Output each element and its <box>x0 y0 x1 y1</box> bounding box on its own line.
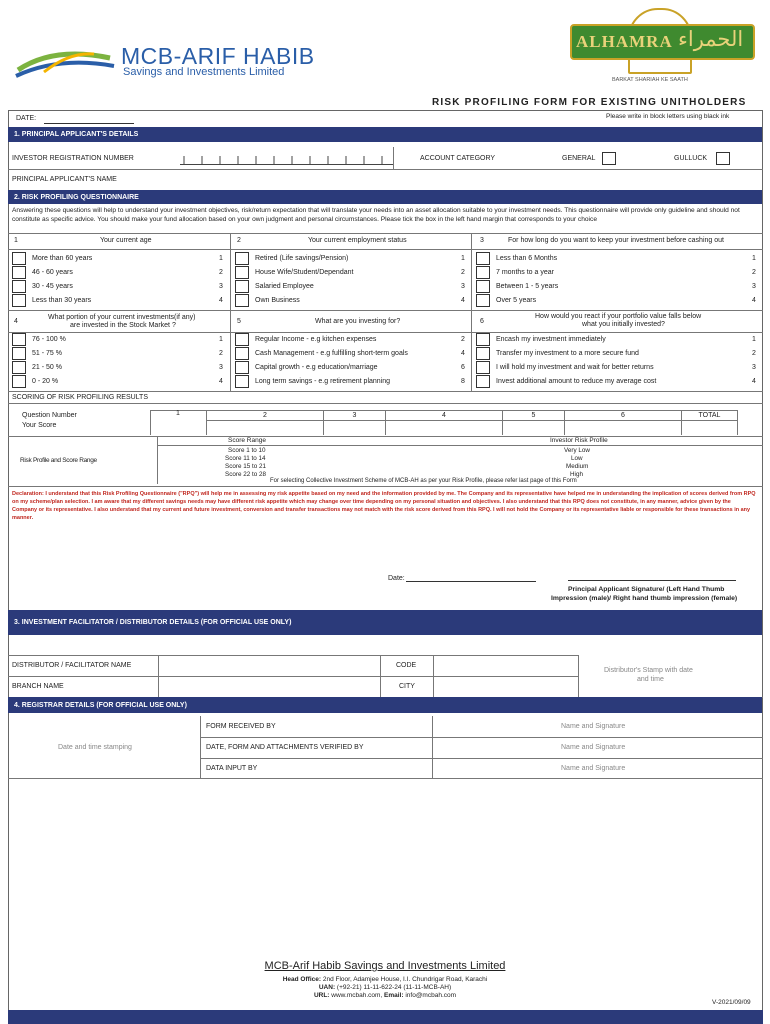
score-col-label: 3 <box>352 412 357 419</box>
q4-option-checkbox[interactable] <box>12 375 26 388</box>
s3-col-line <box>578 655 579 697</box>
q1-option-score: 1 <box>219 255 223 262</box>
score-col-label: 5 <box>531 412 536 419</box>
general-label: GENERAL <box>562 155 596 162</box>
q6-option-label: I will hold my investment and wait for better returns <box>496 364 654 371</box>
verified-by-label: DATE, FORM AND ATTACHMENTS VERIFIED BY <box>206 744 364 751</box>
q3-option-label: Less than 6 Months <box>496 255 558 262</box>
account-category-label: ACCOUNT CATEGORY <box>420 155 496 162</box>
q4-option-checkbox[interactable] <box>12 347 26 360</box>
range-row-line <box>157 445 763 446</box>
q4-option-checkbox[interactable] <box>12 333 26 346</box>
form-received-label: FORM RECEIVED BY <box>206 723 276 730</box>
q1-option-checkbox[interactable] <box>12 294 26 307</box>
q2-option-score: 1 <box>461 255 465 262</box>
date-time-stamping-label: Date and time stamping <box>58 744 132 751</box>
q2-option-checkbox[interactable] <box>235 280 249 293</box>
q1-option-checkbox[interactable] <box>12 252 26 265</box>
name-signature-placeholder[interactable]: Name and Signature <box>561 744 626 751</box>
range-table-top <box>8 436 763 437</box>
footer-url-label: URL: <box>313 992 330 999</box>
s4-row-line <box>8 778 763 779</box>
q-div <box>471 233 472 391</box>
q3-number: 3 <box>480 237 484 244</box>
q3-option-checkbox[interactable] <box>476 294 490 307</box>
s4-col-line <box>432 716 433 778</box>
q5-option-checkbox[interactable] <box>235 347 249 360</box>
section2-bar <box>8 190 762 204</box>
q1-option-label: Less than 30 years <box>32 297 92 304</box>
footer-bar <box>8 1010 763 1024</box>
score-col-total[interactable] <box>682 410 738 435</box>
q1-option-score: 2 <box>219 269 223 276</box>
q6-option-checkbox[interactable] <box>476 375 490 388</box>
score-col-label: 1 <box>176 410 180 417</box>
q6-option-label: Encash my investment immediately <box>496 336 606 343</box>
footer-email-label: Email: <box>384 992 404 999</box>
q5-number: 5 <box>237 318 241 325</box>
range-note: For selecting Collective Investment Scheme of MCB-AH as per your Risk Profile, please refer last page of this Form <box>270 478 577 484</box>
q2-option-score: 2 <box>461 269 465 276</box>
q5-option-label: Capital growth - e.g education/marriage <box>255 364 378 371</box>
footer-head-office-label: Head Office: <box>282 976 322 983</box>
section1-bar <box>8 127 762 142</box>
code-field[interactable] <box>434 656 578 676</box>
risk-profile-label: Risk Profile and Score Range <box>20 457 97 464</box>
score-range-cell: Score 22 to 28 <box>225 471 266 478</box>
q4-option-score: 4 <box>219 378 223 385</box>
brand-subtitle: Savings and Investments Limited <box>123 66 285 78</box>
q4-option-checkbox[interactable] <box>12 361 26 374</box>
form-border <box>8 110 763 1022</box>
risk-profile-cell: Low <box>571 455 583 462</box>
score-range-cell: Score 1 to 10 <box>228 447 266 454</box>
q6-title-line2: what you initially invested? <box>582 321 665 328</box>
score-col-label: TOTAL <box>698 412 721 419</box>
distributor-name-field[interactable] <box>159 656 380 676</box>
q4-option-label: 21 - 50 % <box>32 364 62 371</box>
q1-option-checkbox[interactable] <box>12 280 26 293</box>
form-title: RISK PROFILING FORM FOR EXISTING UNITHOLDERS <box>432 97 747 108</box>
risk-profile-cell: Medium <box>566 463 589 470</box>
s4-row-line <box>200 737 763 738</box>
q4-option-score: 1 <box>219 336 223 343</box>
code-label: CODE <box>396 662 417 669</box>
q-header-bottom <box>8 249 763 250</box>
q4-option-label: 0 - 20 % <box>32 378 59 385</box>
q5-option-checkbox[interactable] <box>235 333 249 346</box>
q-header-top <box>8 233 763 234</box>
section1-title: 1. PRINCIPAL APPLICANT'S DETAILS <box>14 131 139 138</box>
digit-ticks-icon <box>180 150 394 165</box>
q3-option-checkbox[interactable] <box>476 252 490 265</box>
q5-option-checkbox[interactable] <box>235 375 249 388</box>
s3-col-line <box>380 655 381 697</box>
q3-option-label: 7 months to a year <box>496 269 554 276</box>
q3-option-score: 4 <box>752 297 756 304</box>
q5-option-label: Cash Management - e.g fulfilling short-term goals <box>255 350 408 357</box>
q2-option-label: Own Business <box>255 297 300 304</box>
q5-option-label: Long term savings - e.g retirement planning <box>255 378 391 385</box>
q6-option-label: Transfer my investment to a more secure fund <box>496 350 639 357</box>
q1-option-checkbox[interactable] <box>12 266 26 279</box>
s4-row-line <box>200 758 763 759</box>
q6-option-label: Invest additional amount to reduce my average cost <box>496 378 657 385</box>
footer-head-office <box>0 976 770 983</box>
q2-option-score: 4 <box>461 297 465 304</box>
score-col-5[interactable] <box>503 410 565 435</box>
distributor-label: DISTRIBUTOR / FACILITATOR NAME <box>12 662 132 669</box>
q2-option-score: 3 <box>461 283 465 290</box>
principal-name-field[interactable] <box>140 171 760 188</box>
gulluck-label: GULLUCK <box>674 155 708 162</box>
q3-option-label: Between 1 - 5 years <box>496 283 559 290</box>
footer-uan-label: UAN: <box>318 984 336 991</box>
q6-option-score: 3 <box>752 364 756 371</box>
q1-option-label: More than 60 years <box>32 255 93 262</box>
score-col-1[interactable] <box>150 410 207 435</box>
instruction: Please write in block letters using black ink <box>606 113 730 120</box>
questionnaire-intro: Answering these questions will help to understand your investment objectives, risk/return expectation that will translate your needs into an asset allocation suitable to your investment needs. This questionnaire will provide only guideline and should not constitute as specific advice. You should make your fund allocation based on your own judgment and personal circumstances. Please tick the box in the left hand margin that corresponds to your choice <box>12 207 740 223</box>
q3-option-checkbox[interactable] <box>476 280 490 293</box>
brand-name: MCB-ARIF HABIB <box>121 43 315 69</box>
branch-label: BRANCH NAME <box>12 683 64 690</box>
score-range-cell: Score 15 to 21 <box>225 463 266 470</box>
score-col-label: 2 <box>263 412 267 419</box>
q3-option-score: 2 <box>752 269 756 276</box>
gulluck-checkbox[interactable] <box>716 152 730 165</box>
q6-option-score: 1 <box>752 336 756 343</box>
investor-reg-field[interactable] <box>180 150 394 165</box>
name-signature-placeholder[interactable]: Name and Signature <box>561 765 626 772</box>
alhamra-arabic: الحمراء <box>678 27 744 51</box>
q1-number: 1 <box>14 237 18 244</box>
signature-label-line1: Principal Applicant Signature/ (Left Hand Thumb <box>568 586 725 593</box>
q3-option-label: Over 5 years <box>496 297 537 304</box>
q6-option-checkbox[interactable] <box>476 347 490 360</box>
q4-title-line2: are invested in the Stock Market ? <box>70 322 176 329</box>
q1-title: Your current age <box>100 237 152 244</box>
alhamra-tagline: BARKAT SHARIAH KE SAATH <box>612 77 688 83</box>
q5-option-score: 2 <box>461 336 465 343</box>
q6-number: 6 <box>480 318 484 325</box>
your-score-label: Your Score <box>22 422 57 429</box>
section3-title: 3. INVESTMENT FACILITATOR / DISTRIBUTOR DETAILS (FOR OFFICIAL USE ONLY) <box>14 619 292 626</box>
q2-option-label: Salaried Employee <box>255 283 314 290</box>
scoring-divider <box>8 403 763 404</box>
branch-name-field[interactable] <box>159 677 380 697</box>
q4-number: 4 <box>14 318 18 325</box>
section2-title: 2. RISK PROFILING QUESTIONNAIRE <box>14 193 139 201</box>
q4-option-label: 76 - 100 % <box>32 336 66 343</box>
scoring-title: SCORING OF RISK PROFILING RESULTS <box>12 394 149 401</box>
name-signature-placeholder[interactable]: Name and Signature <box>561 723 626 730</box>
investor-profile-header: Investor Risk Profile <box>550 437 608 444</box>
investor-reg-label: INVESTOR REGISTRATION NUMBER <box>12 155 134 162</box>
alhamra-text: ALHAMRA <box>576 32 673 51</box>
q1-option-score: 3 <box>219 283 223 290</box>
q4-option-score: 2 <box>219 350 223 357</box>
section4-bar <box>8 697 762 713</box>
stamp-label-line1: Distributor's Stamp with date <box>604 667 693 674</box>
city-label: CITY <box>399 683 415 690</box>
data-input-label: DATA INPUT BY <box>206 765 258 772</box>
general-checkbox[interactable] <box>602 152 616 165</box>
q-header-top <box>8 310 763 311</box>
q5-option-score: 8 <box>461 378 465 385</box>
q5-option-score: 4 <box>461 350 465 357</box>
city-field[interactable] <box>434 677 578 697</box>
q2-option-checkbox[interactable] <box>235 294 249 307</box>
section3-bar <box>8 610 762 635</box>
q1-option-label: 30 - 45 years <box>32 283 73 290</box>
q4-option-score: 3 <box>219 364 223 371</box>
risk-profile-cell: High <box>570 471 583 478</box>
q-div <box>230 233 231 391</box>
signature-label-line2: Impression (male)/ Right hand thumb impression (female) <box>551 595 738 602</box>
range-table-bottom <box>8 486 763 487</box>
footer-uan-text: (+92-21) 11-11-622-24 (11-11-MCB-AH) <box>335 984 452 991</box>
q4-option-label: 51 - 75 % <box>32 350 62 357</box>
footer-company: MCB-Arif Habib Savings and Investments Limited <box>264 960 506 972</box>
q6-option-checkbox[interactable] <box>476 333 490 346</box>
q5-option-checkbox[interactable] <box>235 361 249 374</box>
q3-title: For how long do you want to keep your investment before cashing out <box>508 237 724 244</box>
footer-email[interactable]: info@mcbah.com <box>403 992 457 999</box>
q5-option-label: Regular Income - e.g kitchen expenses <box>255 336 377 343</box>
score-col-label: 6 <box>621 412 625 419</box>
range-table-div <box>157 436 158 484</box>
score-col-4[interactable] <box>386 410 503 435</box>
s1-row-divider <box>8 169 763 170</box>
question-number-label: Question Number <box>22 412 77 419</box>
q2-option-label: House Wife/Student/Dependant <box>255 269 354 276</box>
q6-title-line1: How would you react if your portfolio value falls below <box>535 313 702 320</box>
score-range-header: Score Range <box>228 437 266 444</box>
q5-title: What are you investing for? <box>315 318 401 325</box>
alhamra-logo <box>570 8 755 78</box>
q6-option-checkbox[interactable] <box>476 361 490 374</box>
q1-option-label: 46 - 60 years <box>32 269 73 276</box>
signature-line[interactable] <box>568 580 736 581</box>
logo-arcs-icon <box>14 42 118 82</box>
signature-date-line[interactable] <box>406 581 536 582</box>
score-col-3[interactable] <box>324 410 386 435</box>
q6-option-score: 4 <box>752 378 756 385</box>
q-header-bottom <box>8 332 763 333</box>
q3-option-score: 3 <box>752 283 756 290</box>
mcb-logo <box>14 42 118 82</box>
scoring-divider <box>8 391 763 392</box>
section4-title: 4. REGISTRAR DETAILS (FOR OFFICIAL USE ONLY) <box>14 701 187 709</box>
date-label: DATE: <box>16 115 37 122</box>
q2-number: 2 <box>237 237 241 244</box>
s4-col-line <box>200 716 201 778</box>
score-col-6[interactable] <box>565 410 682 435</box>
q2-option-checkbox[interactable] <box>235 252 249 265</box>
signature-date-label: Date: <box>388 575 405 582</box>
q3-option-checkbox[interactable] <box>476 266 490 279</box>
q2-title: Your current employment status <box>308 237 407 244</box>
footer-contact <box>0 992 770 999</box>
q5-option-score: 6 <box>461 364 465 371</box>
footer-url[interactable]: www.mcbah.com, <box>329 992 385 999</box>
score-col-label: 4 <box>442 412 446 419</box>
principal-name-label: PRINCIPAL APPLICANT'S NAME <box>12 176 117 183</box>
footer-uan <box>0 984 770 991</box>
stamp-label-line2: and time <box>637 676 664 683</box>
risk-profile-cell: Very Low <box>564 447 590 454</box>
q1-option-score: 4 <box>219 297 223 304</box>
footer-head-office-text: 2nd Floor, Adamjee House, I.I. Chundrigar Road, Karachi <box>321 976 488 983</box>
q6-option-score: 2 <box>752 350 756 357</box>
score-row-divider <box>207 420 738 421</box>
q4-title-line1: What portion of your current investments(if any) <box>48 314 196 321</box>
version-label: V-2021/09/09 <box>712 999 751 1006</box>
score-col-2[interactable] <box>207 410 324 435</box>
q2-option-label: Retired (Life savings/Pension) <box>255 255 349 262</box>
score-range-cell: Score 11 to 14 <box>225 455 266 462</box>
declaration-text: Declaration: I understand that this Risk Profiling Questionnaire ("RPQ") will help me in assessing my risk appetite based on my need and the information provided by me. The Company and its representative have helped me in understanding the implication of scores derived from RPQ on my scheme/plan selection. I am aware that my different savings needs may have different risk appetite which may change over time depending on my personal situation and objectives. I also understand that this RPQ does not constitute, in any manner, advice given by the Company or its representative. I also understand that my current and future investment, conversion and transfer transactions may not match with the risk score derived from this RPQ. I will not hold the Company or its representative liable or responsible for these transactions in any manner. <box>12 491 756 521</box>
q2-option-checkbox[interactable] <box>235 266 249 279</box>
q3-option-score: 1 <box>752 255 756 262</box>
